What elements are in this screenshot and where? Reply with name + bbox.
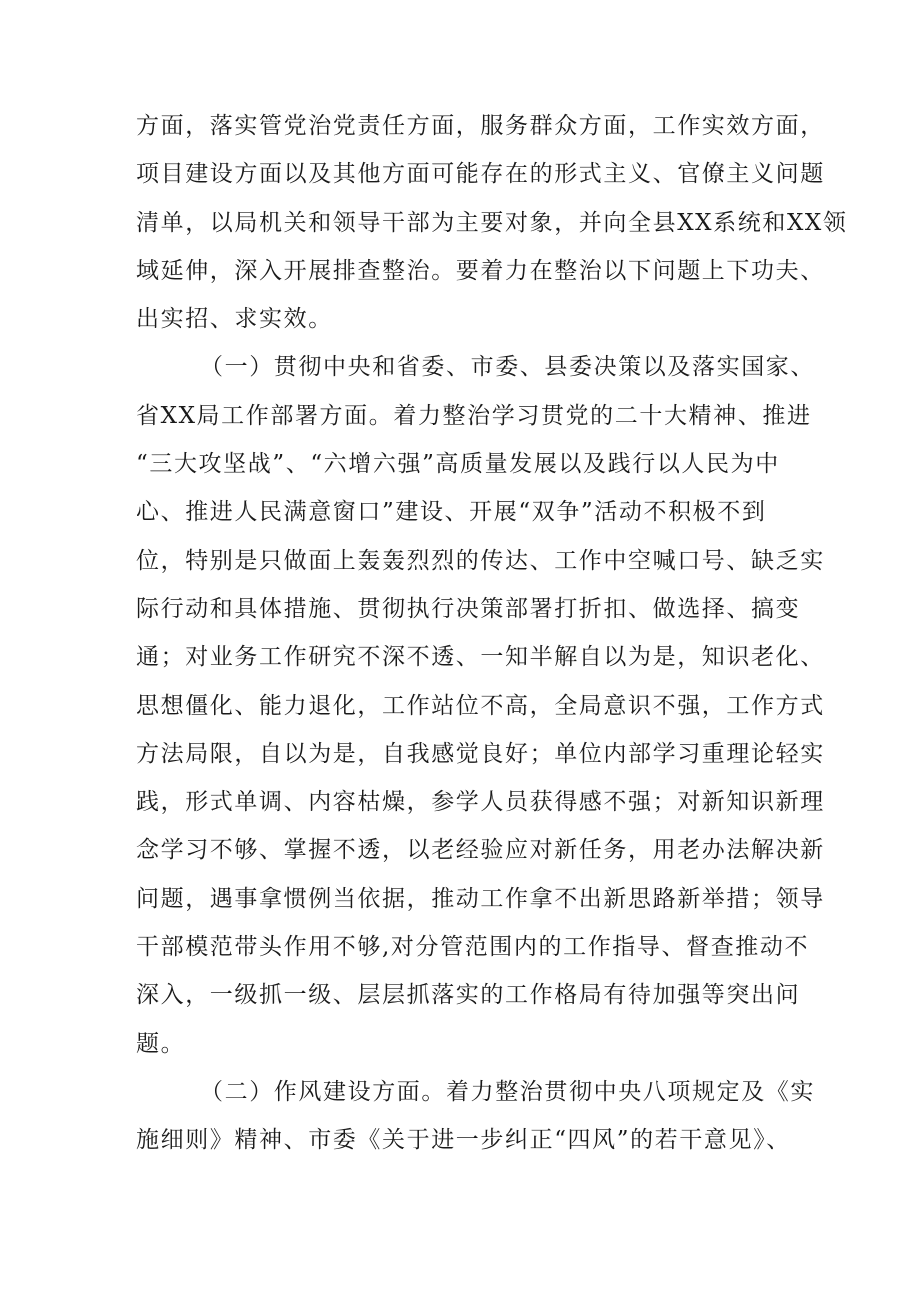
paragraph-1-line-5: 出实招、求实效。 — [136, 306, 333, 333]
paragraph-2-line-15: 题。 — [136, 1030, 186, 1057]
paragraph-2-line-13: 干部模范带头作用不够,对分管范围内的工作指导、督查推动不 — [136, 934, 810, 961]
paragraph-2-line-5: 位，特别是只做面上轰轰烈烈的传达、工作中空喊口号、缺乏实 — [136, 547, 825, 574]
paragraph-1-line-3: 清单，以局机关和领导干部为主要对象，并向全县XX系统和XX领 — [136, 209, 848, 236]
paragraph-2-line-6: 际行动和具体措施、贯彻执行决策部署打折扣、做选择、搞变 — [136, 595, 801, 622]
paragraph-2-line-1: （一）贯彻中央和省委、市委、县委决策以及落实国家、 — [200, 354, 815, 381]
paragraph-2-line-10: 践，形式单调、内容枯燥，参学人员获得感不强；对新知识新理 — [136, 789, 825, 816]
paragraph-1-line-4: 域延伸，深入开展排查整治。要着力在整治以下问题上下功夫、 — [136, 257, 825, 284]
paragraph-2-line-4: 心、推进人民满意窗口”建设、开展“双争”活动不积极不到 — [136, 499, 767, 526]
paragraph-2-line-9: 方法局限，自以为是，自我感觉良好；单位内部学习重理论轻实 — [136, 740, 825, 767]
paragraph-2-line-8: 思想僵化、能力退化，工作站位不高，全局意识不强，工作方式 — [136, 692, 825, 719]
paragraph-1-line-1: 方面，落实管党治党责任方面，服务群众方面，工作实效方面， — [136, 113, 825, 139]
paragraph-3-line-2: 施细则》精神、市委《关于进一步纠正“四风”的若干意见》、 — [136, 1127, 791, 1154]
paragraph-2-line-11: 念学习不够、掌握不透，以老经验应对新任务，用老办法解决新 — [136, 837, 825, 864]
paragraph-2-line-7: 通；对业务工作研究不深不透、一知半解自以为是，知识老化、 — [136, 644, 825, 671]
document-body — [136, 102, 848, 1165]
paragraph-1-line-2: 项目建设方面以及其他方面可能存在的形式主义、官僚主义问题 — [136, 161, 825, 188]
paragraph-2-line-14: 深入，一级抓一级、层层抓落实的工作格局有待加强等突出问 — [136, 982, 801, 1009]
paragraph-3-line-1: （二）作风建设方面。着力整治贯彻中央八项规定及《实 — [200, 1078, 815, 1105]
paragraph-2-line-3: “三大攻坚战”、“六增六强”高质量发展以及践行以人民为中 — [136, 451, 780, 478]
paragraph-2-line-12: 问题，遇事拿惯例当依据，推动工作拿不出新思路新举措；领导 — [136, 885, 825, 912]
paragraph-2-line-2: 省XX局工作部署方面。着力整治学习贯党的二十大精神、推进 — [136, 402, 812, 429]
